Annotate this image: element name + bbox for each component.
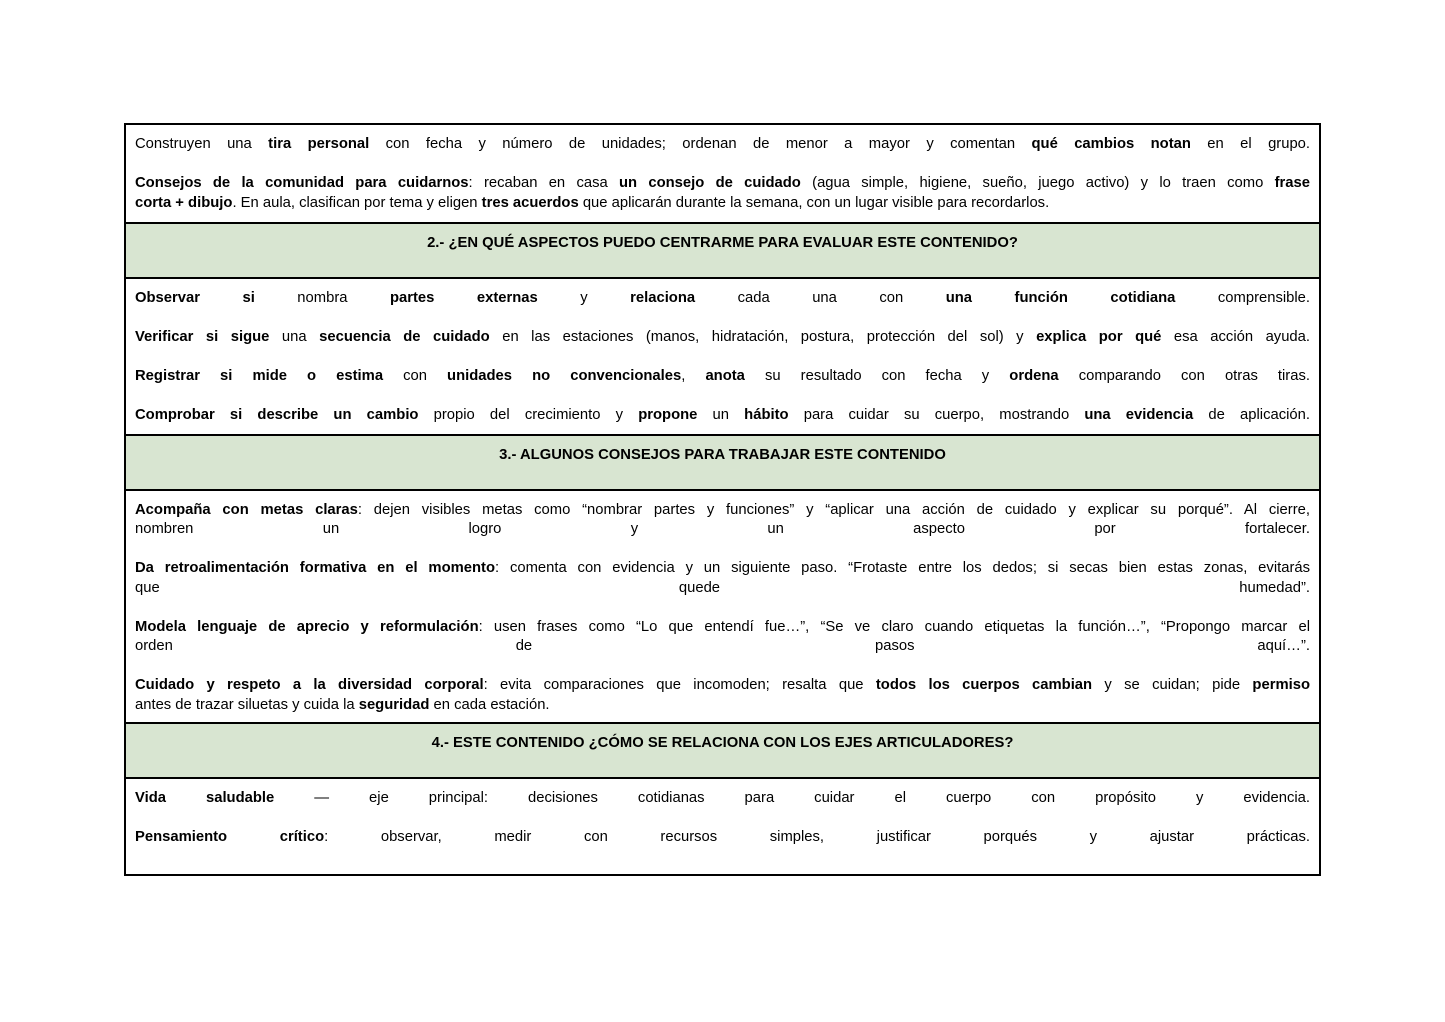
paragraph bbox=[135, 618, 1310, 657]
text-line: Observar si nombra partes externas y relaciona cada una con una función cotidiana comprensible. bbox=[135, 289, 1310, 306]
text-line: que quede humedad”. bbox=[135, 579, 1310, 596]
section-header-4-title: 4.- ESTE CONTENIDO ¿CÓMO SE RELACIONA CON LOS EJES ARTICULADORES? bbox=[431, 735, 1014, 751]
text-line: Registrar si mide o estima con unidades no convencionales, anota su resultado con fecha y ordena comparando con otras tiras. bbox=[135, 367, 1310, 384]
section-header-3-title: 3.- ALGUNOS CONSEJOS PARA TRABAJAR ESTE CONTENIDO bbox=[499, 447, 946, 463]
text-line: orden de pasos aquí…”. bbox=[135, 638, 1310, 654]
text-line: Vida saludable — eje principal: decisiones cotidianas para cuidar el cuerpo con propósito y evidencia. bbox=[135, 789, 1310, 806]
paragraph bbox=[135, 328, 1310, 348]
text-line: Construyen una tira personal con fecha y número de unidades; ordenan de menor a mayor y comentan qué cambios notan en el grupo. bbox=[135, 136, 1310, 152]
document-table bbox=[124, 123, 1321, 876]
section-header-2 bbox=[126, 222, 1319, 277]
paragraph bbox=[135, 289, 1310, 309]
paragraph bbox=[135, 406, 1310, 426]
paragraph bbox=[135, 174, 1310, 213]
paragraph bbox=[135, 828, 1310, 848]
text-line: Modela lenguaje de aprecio y reformulación: usen frases como “Lo que entendí fue…”, “Se ve claro cuando etiquetas la función…”, “Propongo marcar el bbox=[135, 618, 1310, 635]
paragraph bbox=[135, 676, 1310, 715]
paragraph bbox=[135, 789, 1310, 809]
section-header-3 bbox=[126, 434, 1319, 489]
text-line: antes de trazar siluetas y cuida la seguridad en cada estación. bbox=[135, 696, 550, 713]
articulating-axes-cell bbox=[126, 777, 1319, 875]
paragraph bbox=[135, 135, 1310, 155]
paragraph bbox=[135, 501, 1310, 540]
section-header-2-title: 2.- ¿EN QUÉ ASPECTOS PUEDO CENTRARME PARA EVALUAR ESTE CONTENIDO? bbox=[427, 235, 1018, 251]
intro-activities-cell bbox=[126, 125, 1319, 222]
paragraph bbox=[135, 559, 1310, 598]
text-line: Acompaña con metas claras: dejen visibles metas como “nombrar partes y funciones” y “aplicar una acción de cuidado y explicar su porqué”. Al cierre, bbox=[135, 501, 1310, 518]
text-line: Da retroalimentación formativa en el momento: comenta con evidencia y un siguiente paso. “Frotaste entre los dedos; si secas bien estas zonas, evitarás bbox=[135, 560, 1310, 576]
section-header-4 bbox=[126, 722, 1319, 777]
text-line: nombren un logro y un aspecto por fortalecer. bbox=[135, 521, 1310, 537]
evaluation-aspects-cell bbox=[126, 277, 1319, 435]
text-line: Cuidado y respeto a la diversidad corporal: evita comparaciones que incomoden; resalta que todos los cuerpos cambian y se cuidan; pide permiso bbox=[135, 677, 1310, 693]
teaching-tips-cell bbox=[126, 489, 1319, 723]
text-line: Consejos de la comunidad para cuidarnos: recaban en casa un consejo de cuidado (agua simple, higiene, sueño, juego activo) y lo traen como frase bbox=[135, 175, 1310, 191]
paragraph bbox=[135, 367, 1310, 387]
text-line: Pensamiento crítico: observar, medir con recursos simples, justificar porqués y ajustar prácticas. bbox=[135, 828, 1310, 845]
text-line: Comprobar si describe un cambio propio del crecimiento y propone un hábito para cuidar su cuerpo, mostrando una evidencia de aplicación. bbox=[135, 406, 1310, 423]
text-line: corta + dibujo. En aula, clasifican por tema y eligen tres acuerdos que aplicarán durante la semana, con un lugar visible para recordarlos. bbox=[135, 194, 1050, 211]
text-line: Verificar si sigue una secuencia de cuidado en las estaciones (manos, hidratación, postura, protección del sol) y explica por qué esa acción ayuda. bbox=[135, 328, 1310, 345]
